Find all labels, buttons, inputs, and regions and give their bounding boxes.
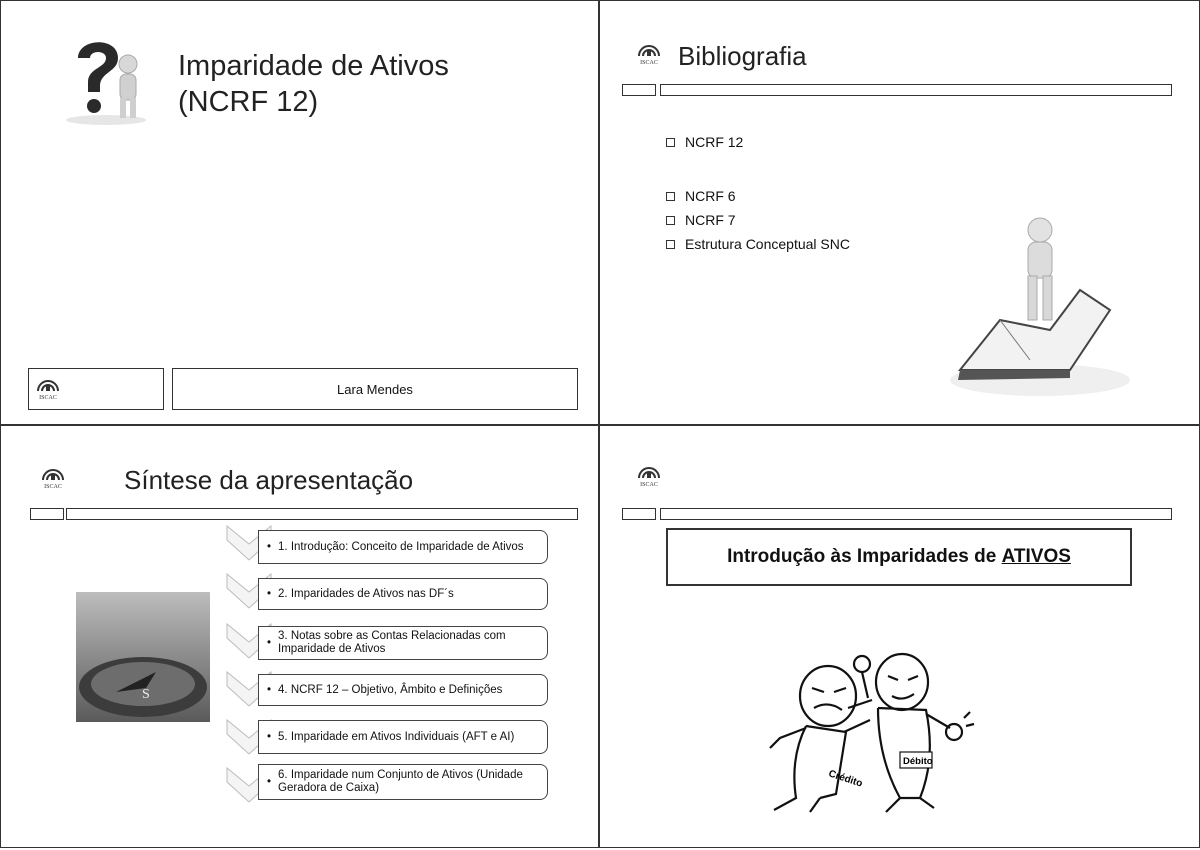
bar-long: [660, 508, 1172, 520]
title-line-2: (NCRF 12): [178, 86, 319, 118]
banner-emphasis: ATIVOS: [1001, 546, 1071, 567]
bullet-dot: •: [267, 775, 272, 788]
compass-image: [76, 592, 210, 722]
slide-2: [600, 0, 1198, 424]
iscac-logo-icon: [35, 375, 61, 401]
bullet-box-icon: [666, 240, 675, 249]
author-name: Lara Mendes: [337, 381, 413, 397]
title-underline-bars: [622, 84, 1172, 96]
list-item: [666, 130, 743, 154]
agenda-text: 5. Imparidade em Ativos Individuais (AFT e AI): [278, 730, 515, 743]
agenda-item: [258, 530, 548, 564]
agenda-text: 3. Notas sobre as Contas Relacionadas com Imparidade de Ativos: [278, 630, 506, 655]
bar-long: [660, 84, 1172, 96]
iscac-logo-icon: [636, 462, 662, 488]
title-underline-bars: [622, 508, 1172, 520]
slide-4: [600, 426, 1198, 850]
bibliography-list-a: [666, 130, 743, 154]
fighting-figures-illustration: [750, 648, 1010, 818]
agenda-item: [258, 764, 548, 800]
svg-text:ISCAC: ISCAC: [640, 482, 658, 488]
banner-prefix: Introdução às Imparidades de: [727, 546, 997, 567]
agenda-text: 2. Imparidades de Ativos nas DF´s: [278, 587, 454, 600]
bullet-text: NCRF 7: [685, 212, 736, 228]
list-item: [666, 208, 850, 232]
agenda-item: [258, 674, 548, 706]
slide-1: [0, 0, 598, 424]
book-figure-icon: [930, 210, 1130, 410]
iscac-logo-icon: [636, 40, 662, 66]
title-line-1: Imparidade de Ativos: [178, 50, 449, 82]
credito-label: Crédito: [827, 768, 864, 790]
bullet-box-icon: [666, 216, 675, 225]
iscac-logo-icon: [40, 464, 66, 490]
bullet-dot: •: [267, 587, 272, 600]
bar-long: [66, 508, 578, 520]
slide-3: [0, 426, 598, 850]
agenda-text: 1. Introdução: Conceito de Imparidade de Ativos: [278, 540, 524, 553]
slide-1-title: [178, 48, 449, 120]
bullet-dot: •: [267, 636, 272, 649]
bullet-box-icon: [666, 138, 675, 147]
slide-3-title: Síntese da apresentação: [124, 465, 414, 495]
question-figure-icon: [56, 26, 156, 126]
bibliography-list-b: [666, 184, 850, 256]
agenda-item: [258, 626, 548, 660]
agenda-text: 4. NCRF 12 – Objetivo, Âmbito e Definições: [278, 683, 503, 696]
svg-text:ISCAC: ISCAC: [44, 484, 62, 490]
bar-short: [30, 508, 64, 520]
slide-2-title: Bibliografia: [678, 41, 807, 71]
title-underline-bars: [30, 508, 578, 520]
bullet-dot: •: [267, 540, 272, 553]
bullet-text: Estrutura Conceptual SNC: [685, 236, 850, 252]
bar-short: [622, 84, 656, 96]
svg-text:S: S: [142, 687, 150, 702]
debito-label: Débito: [903, 756, 933, 767]
agenda-item: [258, 578, 548, 610]
list-item: [666, 232, 850, 256]
bullet-dot: •: [267, 730, 272, 743]
bullet-text: NCRF 12: [685, 134, 744, 150]
bullet-box-icon: [666, 192, 675, 201]
bullet-dot: •: [267, 683, 272, 696]
list-item: [666, 184, 850, 208]
svg-text:ISCAC: ISCAC: [39, 395, 57, 401]
footer-logo-box: [28, 368, 164, 410]
agenda-item: [258, 720, 548, 754]
svg-text:ISCAC: ISCAC: [640, 60, 658, 66]
intro-banner: [666, 528, 1132, 586]
author-box: [172, 368, 578, 410]
agenda-text: 6. Imparidade num Conjunto de Ativos (Unidade Geradora de Caixa): [278, 769, 523, 794]
bar-short: [622, 508, 656, 520]
bullet-text: NCRF 6: [685, 188, 736, 204]
